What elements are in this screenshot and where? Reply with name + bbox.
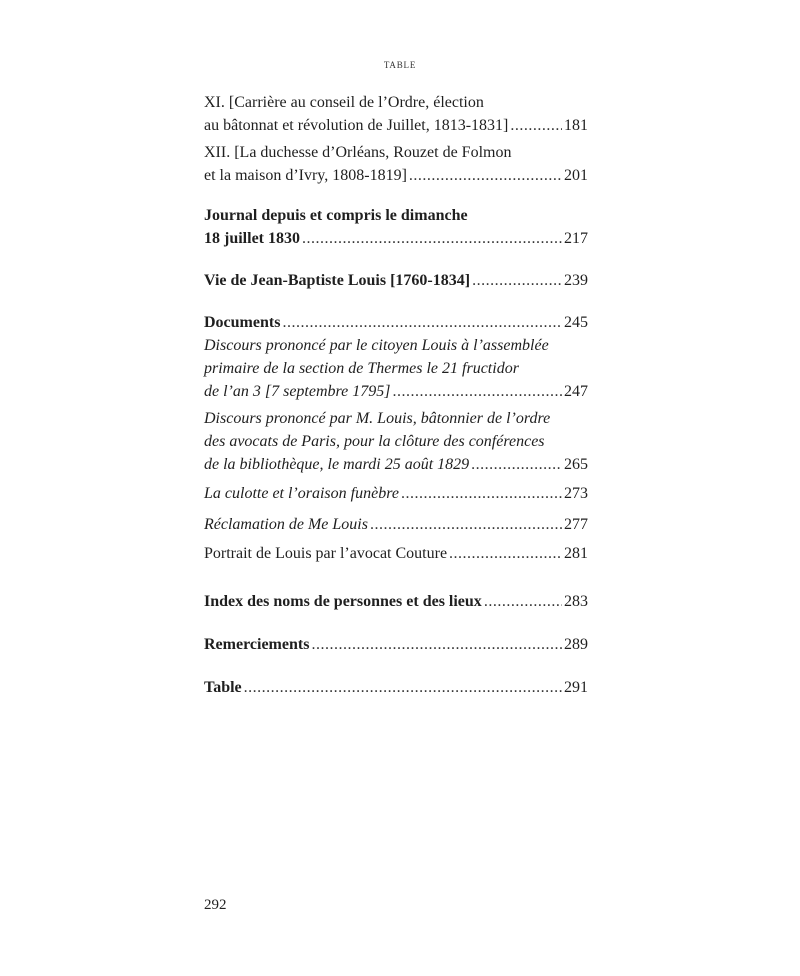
toc-entry-text-line: Remerciements (204, 636, 310, 653)
toc-page-number: 289 (564, 636, 588, 653)
toc-entry-vie-de-jean-baptiste-louis[interactable] (204, 269, 588, 292)
dot-leader (244, 676, 562, 699)
dot-leader (302, 227, 562, 250)
toc-page-number: 245 (564, 314, 588, 331)
dot-leader (401, 482, 562, 505)
dot-leader (282, 311, 562, 334)
table-of-contents (204, 91, 588, 699)
toc-entry-discours-citoyen-louis[interactable] (204, 334, 588, 403)
toc-page-number: 239 (564, 272, 588, 289)
toc-entry-la-culotte[interactable] (204, 482, 588, 505)
toc-entry-text-line: Journal depuis et compris le dimanche (204, 207, 468, 224)
toc-entry-text-line: des avocats de Paris, pour la clôture des conférences (204, 433, 545, 450)
dot-leader (449, 542, 562, 565)
toc-entry-text-line: primaire de la section de Thermes le 21 fructidor (204, 360, 519, 377)
toc-entry-index[interactable] (204, 590, 588, 613)
toc-page-number: 201 (564, 167, 588, 184)
toc-entry-text-line: XI. [Carrière au conseil de l’Ordre, élection (204, 94, 484, 111)
toc-entry-portrait[interactable] (204, 542, 588, 565)
toc-page-number: 265 (564, 456, 588, 473)
toc-entry-journal[interactable] (204, 204, 588, 250)
toc-page-number: 291 (564, 679, 588, 696)
toc-entry-text-line: de l’an 3 [7 septembre 1795] (204, 383, 391, 400)
dot-leader (311, 633, 562, 656)
dot-leader (370, 513, 562, 536)
toc-entry-text-line: Discours prononcé par M. Louis, bâtonnier de l’ordre (204, 410, 551, 427)
toc-entry-text-line: Réclamation de Me Louis (204, 516, 368, 533)
dot-leader (393, 380, 563, 403)
toc-page-number: 277 (564, 516, 588, 533)
toc-entry-text-line: Discours prononcé par le citoyen Louis à l’assemblée (204, 337, 549, 354)
toc-entry-text-line: au bâtonnat et révolution de Juillet, 1813-1831] (204, 117, 509, 134)
toc-entry-table[interactable] (204, 676, 588, 699)
toc-entry-text-line: XII. [La duchesse d’Orléans, Rouzet de Folmon (204, 144, 512, 161)
folio-page-number: 292 (204, 897, 227, 913)
dot-leader (510, 114, 562, 137)
running-head: TABLE (383, 60, 417, 70)
dot-leader (409, 164, 562, 187)
toc-page-number: 283 (564, 593, 588, 610)
toc-entry-documents[interactable] (204, 311, 588, 334)
toc-page-number: 181 (564, 117, 588, 134)
toc-entry-chapter-xi[interactable] (204, 91, 588, 137)
toc-entry-text-line: Portrait de Louis par l’avocat Couture (204, 545, 448, 562)
toc-entry-text-line: Index des noms de personnes et des lieux (204, 593, 482, 610)
toc-entry-text-line: de la bibliothèque, le mardi 25 août 1829 (204, 456, 470, 473)
toc-entry-text-line: Documents (204, 314, 281, 331)
toc-entry-chapter-xii[interactable] (204, 141, 588, 187)
toc-entry-text-line: La culotte et l’oraison funèbre (204, 485, 399, 502)
dot-leader (484, 590, 562, 613)
toc-page-number: 247 (564, 383, 588, 400)
toc-entry-reclamation[interactable] (204, 513, 588, 536)
dot-leader (471, 453, 562, 476)
toc-page-number: 273 (564, 485, 588, 502)
toc-page-number: 217 (564, 230, 588, 247)
dot-leader (472, 269, 562, 292)
toc-entry-text-line: Vie de Jean-Baptiste Louis [1760-1834] (204, 272, 471, 289)
toc-entry-text-line: et la maison d’Ivry, 1808-1819] (204, 167, 407, 184)
toc-entry-text-line: Table (204, 679, 242, 696)
toc-entry-discours-batonnier[interactable] (204, 407, 588, 476)
toc-entry-remerciements[interactable] (204, 633, 588, 656)
toc-page-number: 281 (564, 545, 588, 562)
toc-entry-text-line: 18 juillet 1830 (204, 230, 300, 247)
